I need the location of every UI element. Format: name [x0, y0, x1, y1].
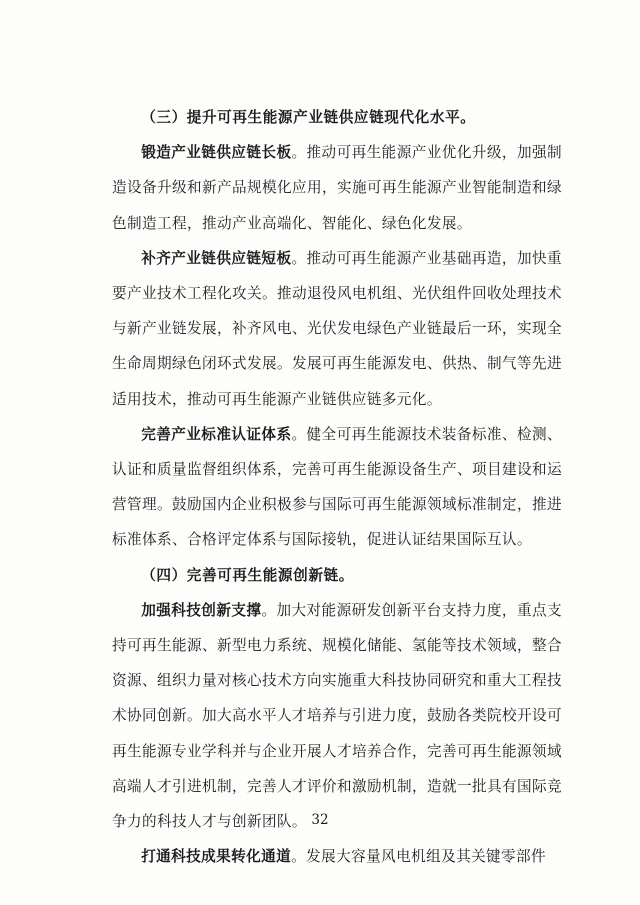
paragraph-text: 。推动可再生能源产业基础再造，加快重要产业技术工程化攻关。推动退役风电机组、光伏组件回收处理技术与新产业链发展，补齐风电、光伏发电绿色产业链最后一环，实现全生命周期绿色闭环式发展。发展可再生能源发电、供热、制气等先进适用技术，推动可再生能源产业链供应链多元化。: [112, 249, 562, 408]
paragraph: [112, 839, 562, 874]
paragraph-text: 。推动可再生能源产业优化升级，加强制造设备升级和新产品规模化应用，实施可再生能源产业智能制造和绿色制造工程，推动产业高端化、智能化、绿色化发展。: [112, 144, 562, 232]
section-heading: （四）完善可再生能源创新链。: [141, 566, 354, 584]
paragraph: [112, 241, 562, 417]
paragraph-text: 。加大对能源研发创新平台支持力度，重点支持可再生能源、新型电力系统、规模化储能、氢能等技术领域，整合资源、组织力量对核心技术方向实施重大科技协同研究和重大工程技术协同创新。加大高水平人才培养与引进力度，鼓励各类院校开设可再生能源专业学科并与企业开展人才培养合作，完善可再生能源领域高端人才引进机制，完善人才评价和激励机制，造就一批具有国际竞争力的科技人才与创新团队。: [112, 601, 562, 831]
paragraph-lead: 打通科技成果转化通道: [141, 848, 292, 866]
paragraph-lead: 补齐产业链供应链短板: [141, 249, 292, 267]
document-body: [112, 100, 562, 874]
page-number: 32: [311, 812, 329, 828]
section-heading: （三）提升可再生能源产业链供应链现代化水平。: [141, 109, 476, 126]
paragraph-lead: 完善产业标准认证体系: [141, 425, 292, 443]
paragraph-text: 。发展大容量风电机组及其关键零部件: [291, 848, 547, 866]
paragraph-text: 。健全可再生能源技术装备标准、检测、认证和质量监督组织体系，完善可再生能源设备生产、项目建设和运营管理。鼓励国内企业积极参与国际可再生能源领域标准制定，推进标准体系、合格评定体系与国际接轨，促进认证结果国际互认。: [112, 425, 562, 549]
paragraph-lead: 锻造产业链供应链长板: [141, 144, 292, 162]
paragraph: [112, 135, 562, 241]
paragraph: [112, 593, 562, 839]
paragraph-lead: 加强科技创新支撑: [141, 601, 262, 619]
paragraph: [112, 417, 562, 558]
